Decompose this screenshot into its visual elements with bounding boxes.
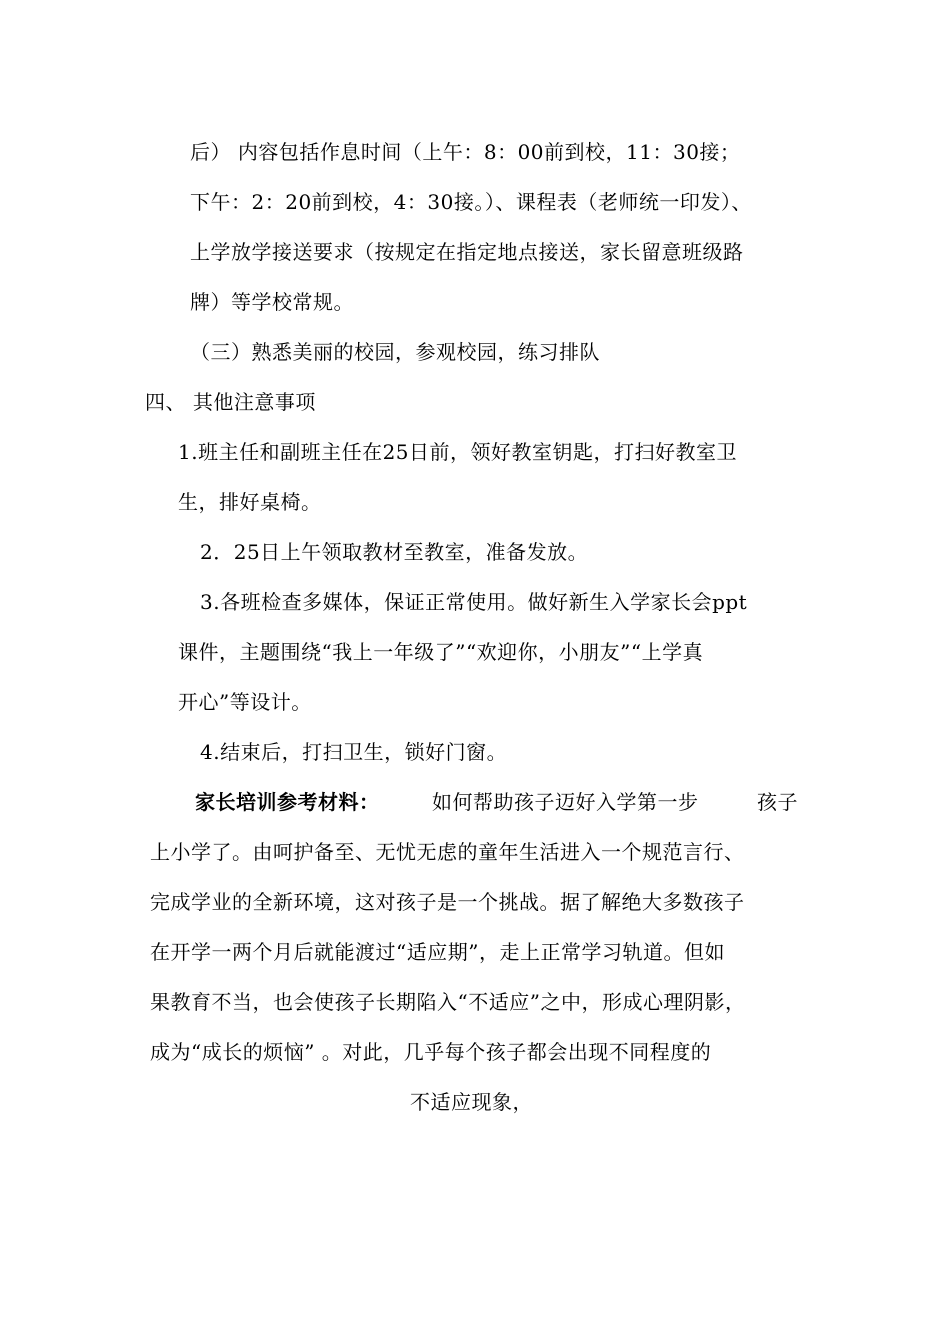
parent-training-line-2: 完成学业的全新环境，这对孩子是一个挑战。据了解绝大多数孩子 bbox=[150, 890, 745, 914]
section-three-heading: （三）熟悉美丽的校园，参观校园，练习排队 bbox=[190, 340, 600, 364]
item-3-line-2: 课件，主题围绕“我上一年级了”“欢迎你，小朋友”“上学真 bbox=[178, 640, 704, 664]
item-3-line-1: 3.各班检查多媒体，保证正常使用。做好新生入学家长会ppt bbox=[200, 590, 748, 614]
text-line-3: 上学放学接送要求（按规定在指定地点接送，家长留意班级路 bbox=[190, 240, 744, 264]
item-1-line-1: 1.班主任和副班主任在25日前，领好教室钥匙，打扫好教室卫 bbox=[178, 440, 738, 464]
parent-training-subtitle: 如何帮助孩子迈好入学第一步 bbox=[432, 790, 699, 814]
item-1-line-2: 生，排好桌椅。 bbox=[178, 490, 322, 514]
item-2: 2．25日上午领取教材至教室，准备发放。 bbox=[200, 540, 589, 564]
parent-training-line-5: 成为“成长的烦恼” 。对此，几乎每个孩子都会出现不同程度的 bbox=[150, 1040, 712, 1064]
parent-training-first-line-tail: 孩子 bbox=[757, 790, 798, 814]
text-line-1: 后） 内容包括作息时间（上午：8：00前到校，11：30接； bbox=[190, 140, 741, 164]
parent-training-heading: 家长培训参考材料： bbox=[195, 790, 380, 814]
section-four-heading: 四、 其他注意事项 bbox=[145, 390, 316, 414]
parent-training-line-4: 果教育不当，也会使孩子长期陷入“不适应”之中，形成心理阴影， bbox=[150, 990, 746, 1014]
parent-training-line-3: 在开学一两个月后就能渡过“适应期”，走上正常学习轨道。但如 bbox=[150, 940, 725, 964]
parent-training-line-1: 上小学了。由呵护备至、无忧无虑的童年生活进入一个规范言行、 bbox=[150, 840, 745, 864]
text-line-4: 牌）等学校常规。 bbox=[190, 290, 354, 314]
text-line-2: 下午：2：20前到校，4：30接。）、课程表（老师统一印发）、 bbox=[190, 190, 752, 214]
item-4: 4.结束后，打扫卫生，锁好门窗。 bbox=[200, 740, 508, 764]
item-3-line-3: 开心”等设计。 bbox=[178, 690, 312, 714]
parent-training-line-6: 不适应现象， bbox=[410, 1090, 533, 1114]
